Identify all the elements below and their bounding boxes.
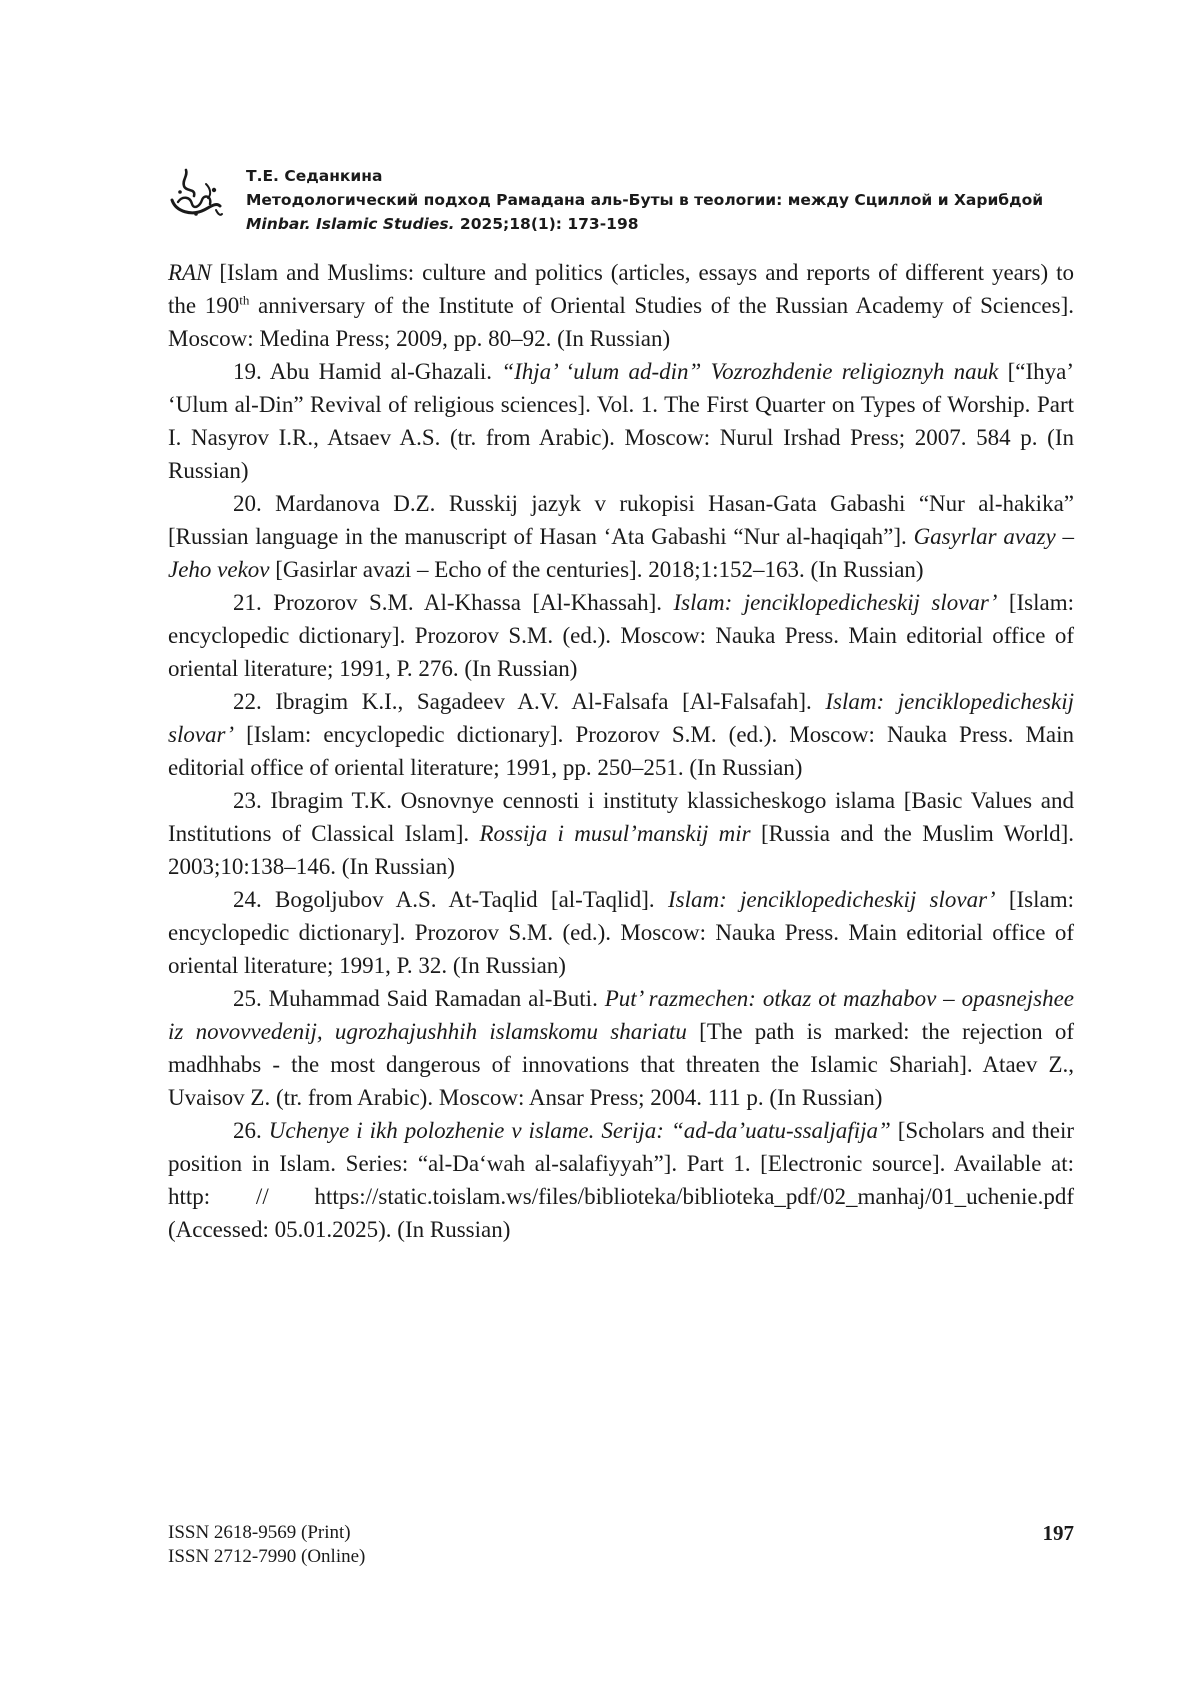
reference-list: [168, 256, 1074, 1246]
header-citation-line: [246, 212, 1106, 236]
issn-print: ISSN 2618-9569 (Print): [168, 1521, 365, 1545]
issn-online: ISSN 2712-7990 (Online): [168, 1545, 365, 1569]
footer-issn: [168, 1521, 365, 1569]
reference-19: 19. Abu Hamid al-Ghazali. “Ihja’ ‘ulum ad-din” Vozrozhdenie religioznyh nauk [“Ihya’ ‘Ulum al-Din” Revival of religious sciences]. Vol. 1. The First Quarter on Types of Worship. Part I. Nasyrov I.R., Atsaev A.S. (tr. from Arabic). Moscow: Nurul Irshad Press; 2007. 584 p. (In Russian): [168, 355, 1074, 487]
reference-26: 26. Uchenye i ikh polozhenie v islame. Serija: “ad-da’uatu-ssaljafija” [Scholars and their position in Islam. Series: “al-Da‘wah al-salafiyyah”]. Part 1. [Electronic source]. Available at: http: // https://static.toislam.ws/files/biblioteka/biblioteka_pdf/02_manhaj/01_uchenie.pdf (Accessed: 05.01.2025). (In Russian): [168, 1114, 1074, 1246]
reference-20: 20. Mardanova D.Z. Russkij jazyk v rukopisi Hasan-Gata Gabashi “Nur al-hakika” [Russian language in the manuscript of Hasan ‘Ata Gabashi “Nur al-haqiqah”]. Gasyrlar avazy – Jeho vekov [Gasirlar avazi – Echo of the centuries]. 2018;1:152–163. (In Russian): [168, 487, 1074, 586]
reference-continuation: RAN [Islam and Muslims: culture and politics (articles, essays and reports of different years) to the 190th anniversary of the Institute of Oriental Studies of the Russian Academy of Sciences]. Moscow: Medina Press; 2009, pp. 80–92. (In Russian): [168, 256, 1074, 355]
header-author: Т.Е. Седанкина: [246, 164, 1106, 188]
calligraphy-logo-icon: [166, 166, 224, 220]
reference-24: 24. Bogoljubov A.S. At-Taqlid [al-Taqlid]. Islam: jenciklopedicheskij slovar’ [Islam: encyclopedic dictionary]. Prozorov S.M. (ed.). Moscow: Nauka Press. Main editorial office of oriental literature; 1991, P. 32. (In Russian): [168, 883, 1074, 982]
reference-25: 25. Muhammad Said Ramadan al-Buti. Put’ razmechen: otkaz ot mazhabov – opasnejshee iz novovvedenij, ugrozhajushhih islamskomu shariatu [The path is marked: the rejection of madhhabs - the most dangerous of innovations that threaten the Islamic Shariah]. Ataev Z., Uvaisov Z. (tr. from Arabic). Moscow: Ansar Press; 2004. 111 p. (In Russian): [168, 982, 1074, 1114]
reference-22: 22. Ibragim K.I., Sagadeev A.V. Al-Falsafa [Al-Falsafah]. Islam: jenciklopedicheskij slovar’ [Islam: encyclopedic dictionary]. Prozorov S.M. (ed.). Moscow: Nauka Press. Main editorial office of oriental literature; 1991, pp. 250–251. (In Russian): [168, 685, 1074, 784]
reference-23: 23. Ibragim T.K. Osnovnye cennosti i instituty klassicheskogo islama [Basic Values and Institutions of Classical Islam]. Rossija i musul’manskij mir [Russia and the Muslim World]. 2003;10:138–146. (In Russian): [168, 784, 1074, 883]
header-journal: Minbar. Islamic Studies.: [246, 215, 455, 233]
page-number: 197: [1043, 1521, 1075, 1545]
reference-21: 21. Prozorov S.M. Al-Khassa [Al-Khassah]. Islam: jenciklopedicheskij slovar’ [Islam: encyclopedic dictionary]. Prozorov S.M. (ed.). Moscow: Nauka Press. Main editorial office of oriental literature; 1991, P. 276. (In Russian): [168, 586, 1074, 685]
header-text: [246, 164, 1106, 236]
header-citation: 2025;18(1): 173-198: [455, 215, 639, 233]
header-article-title: Методологический подход Рамадана аль-Буты в теологии: между Сциллой и Харибдой: [246, 188, 1106, 212]
